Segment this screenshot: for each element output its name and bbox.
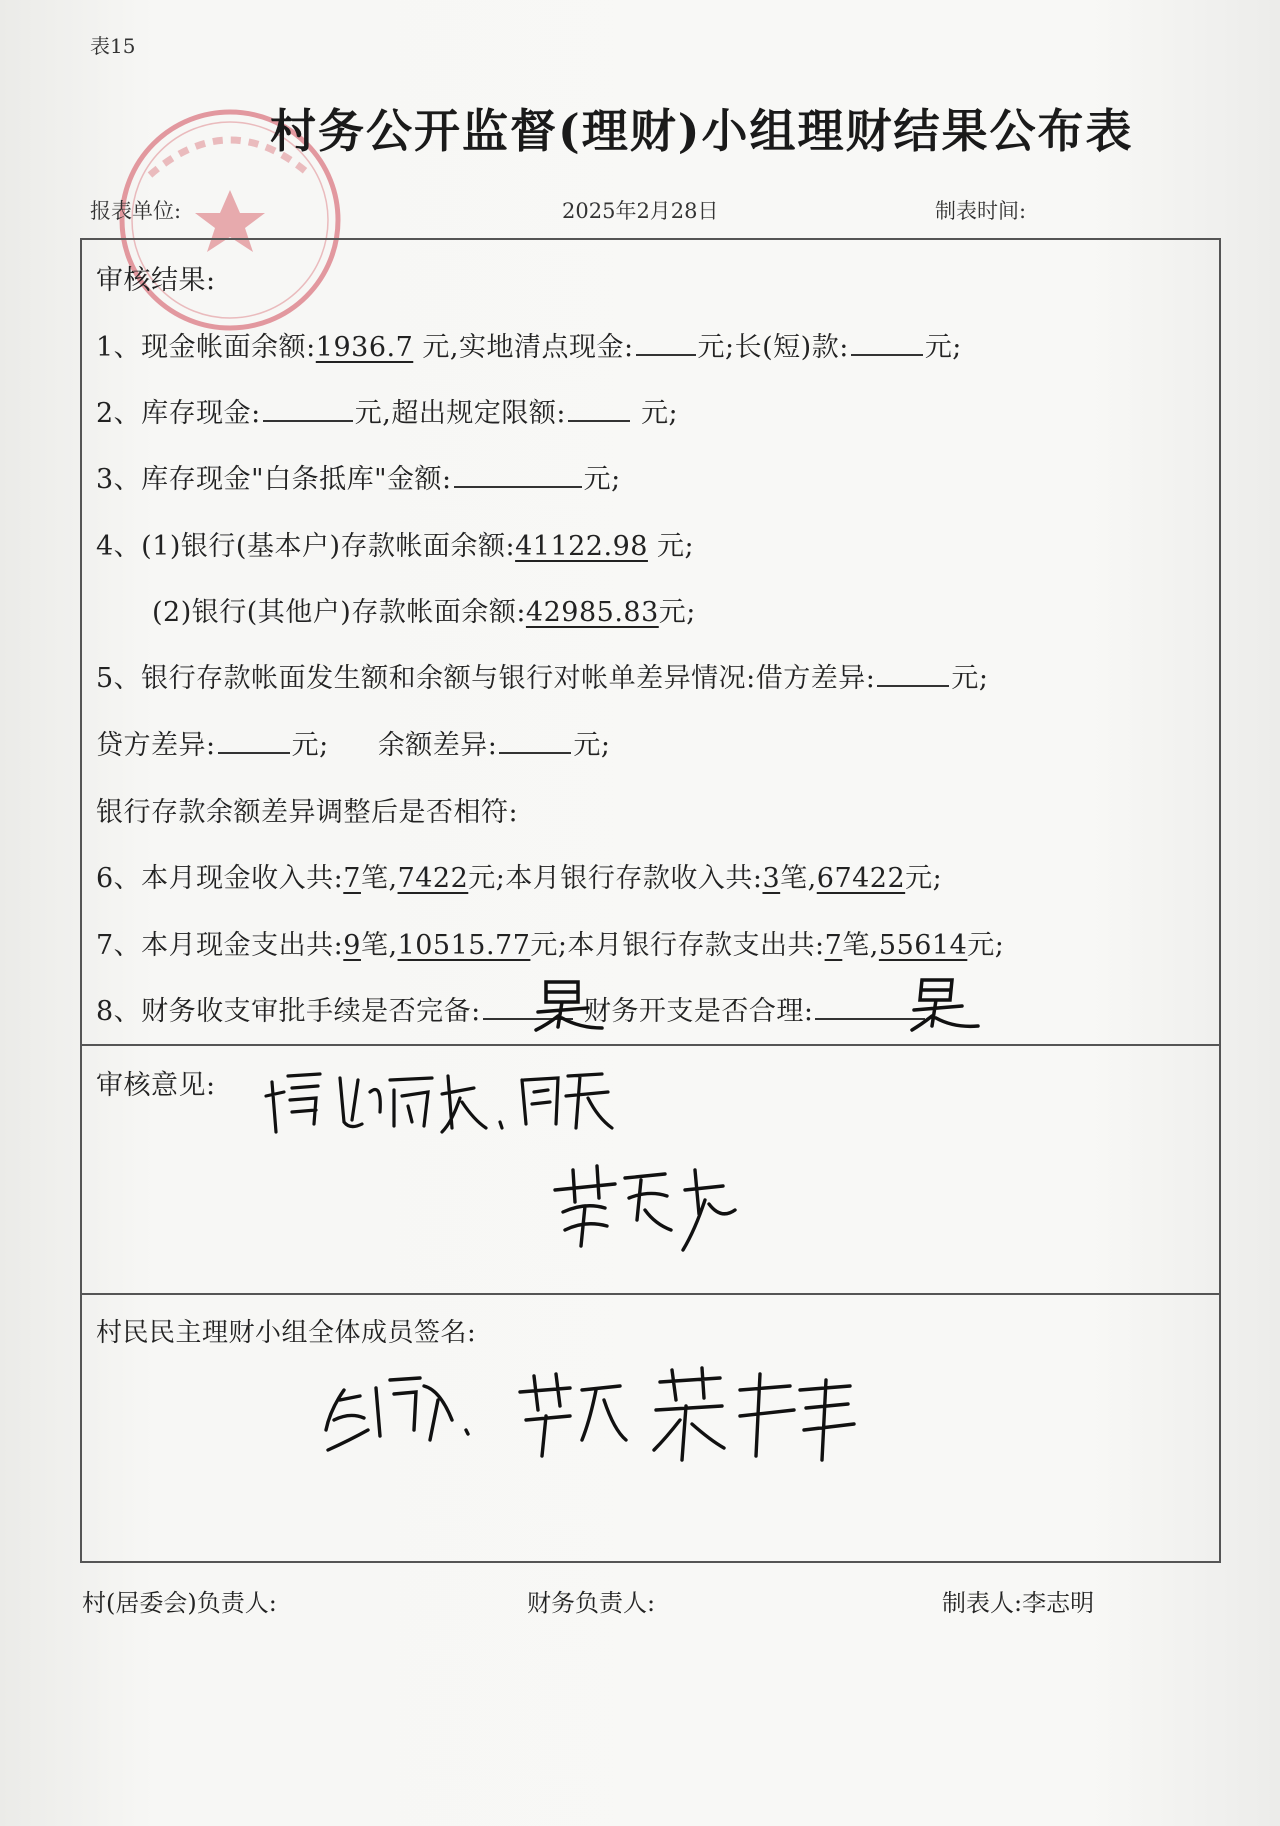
row-monthly-expense: 7、本月现金支出共:9笔,10515.77元;本月银行存款支出共:7笔,55614元; [96, 930, 1005, 961]
row-adjusted-match: 银行存款余额差异调整后是否相符: [96, 797, 519, 828]
row-bank-other-account: (2)银行(其他户)存款帐面余额:42985.83元; [152, 597, 696, 628]
row-bank-difference: 5、银行存款帐面发生额和余额与银行对帐单差异情况:借方差异: 元; [96, 663, 989, 694]
preparation-time-label: 制表时间: [935, 199, 1027, 223]
document-title: 村务公开监督(理财)小组理财结果公布表 [270, 104, 1134, 158]
blank-field [636, 330, 696, 356]
row-iou-amount: 3、库存现金"白条抵库"金额: 元; [96, 464, 621, 495]
blank-field [499, 728, 571, 754]
bank-other-balance-value: 42985.83 [525, 597, 659, 628]
row-cash-on-hand: 2、库存现金: 元,超出规定限额: 元; [96, 398, 679, 429]
preparer-label: 制表人:李志明 [942, 1589, 1095, 1617]
handwritten-opinion-signature [262, 1062, 622, 1142]
finance-head-label: 财务负责人: [527, 1589, 656, 1617]
audit-heading: 审核结果: [96, 265, 216, 296]
handwritten-yes-2-signature [902, 972, 982, 1034]
blank-field [263, 396, 353, 422]
opinion-label: 审核意见: [96, 1070, 216, 1101]
cash-book-balance-value: 1936.7 [315, 332, 414, 363]
bank-basic-balance-value: 41122.98 [515, 531, 648, 562]
report-date: 2025年2月28日 [562, 199, 719, 223]
blank-field [851, 330, 923, 356]
row-approval-check: 8、财务收支审批手续是否完备: 财务开支是否合理: [96, 989, 927, 1028]
members-signature-label: 村民民主理财小组全体成员签名: [96, 1318, 477, 1348]
blank-field [568, 396, 630, 422]
reporting-unit-label: 报表单位: [90, 199, 182, 223]
handwritten-yes-1-signature [528, 972, 608, 1034]
blank-field [454, 462, 582, 488]
section-divider-2 [80, 1293, 1221, 1295]
row-bank-basic-account: 4、(1)银行(基本户)存款帐面余额:41122.98 元; [96, 531, 695, 562]
row-monthly-income: 6、本月现金收入共:7笔,7422元;本月银行存款收入共:3笔,67422元; [96, 863, 943, 894]
blank-field [218, 728, 290, 754]
blank-field [877, 661, 949, 687]
member-signatures [320, 1360, 900, 1470]
handwritten-reviewer-signature [545, 1150, 745, 1260]
section-divider-1 [80, 1044, 1221, 1046]
row-cash-balance: 1、现金帐面余额:1936.7 元,实地清点现金: 元;长(短)款: 元; [96, 332, 962, 363]
form-number: 表15 [90, 34, 136, 58]
village-head-label: 村(居委会)负责人: [82, 1589, 277, 1617]
row-credit-difference: 贷方差异: 元; 余额差异: 元; [96, 730, 611, 761]
